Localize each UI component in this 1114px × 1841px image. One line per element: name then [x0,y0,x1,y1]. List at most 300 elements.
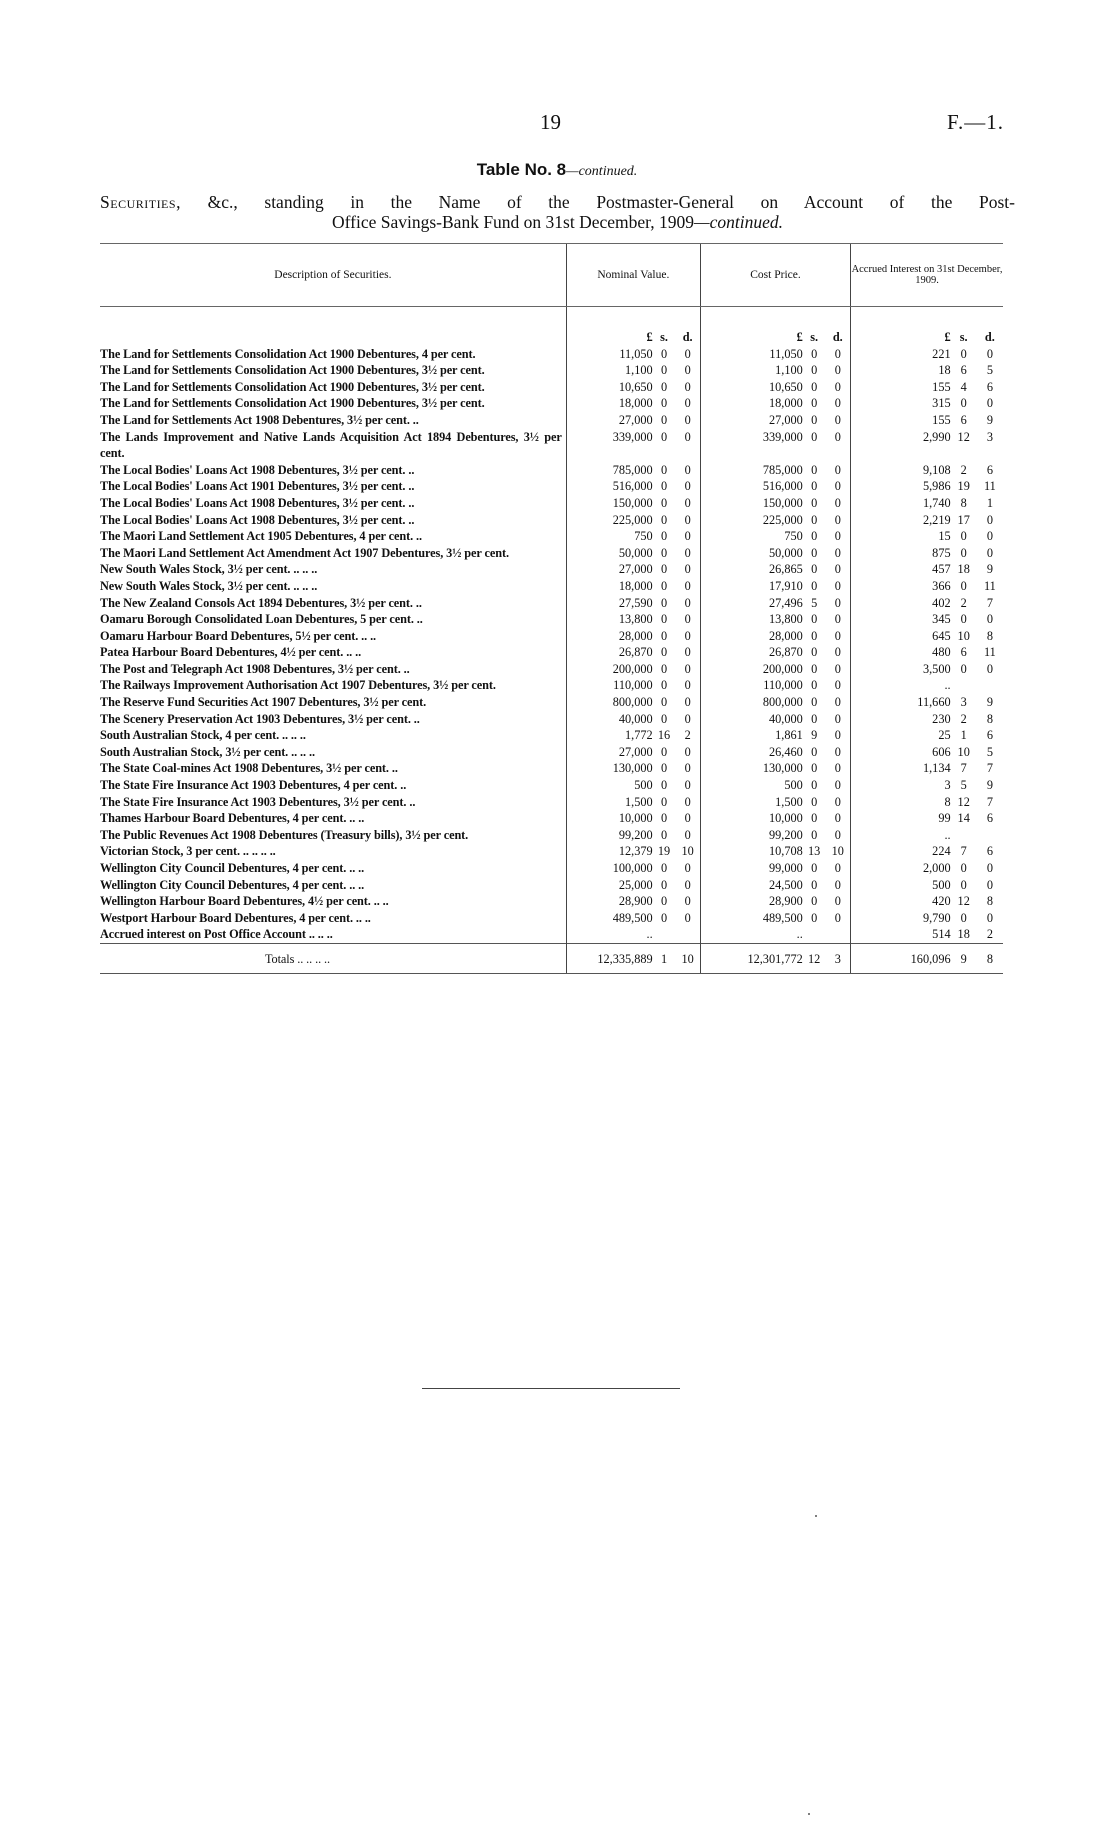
acc-pence: 11 [983,645,996,660]
nom-pounds: 1,772 [566,727,652,744]
cost-shillings: 0 [811,429,818,444]
cost-pence: 0 [834,761,841,776]
acc-pounds: 11,660 [851,694,951,711]
acc-shillings: 0 [960,661,967,676]
security-description: Oamaru Borough Consolidated Loan Debentures, 5 per cent. .. [100,612,423,627]
acc-shillings: 1 [960,728,967,743]
security-description: The Maori Land Settlement Act Amendment Act 1907 Debentures, 3½ per cent. [100,545,509,560]
cost-pounds: 26,870 [700,644,802,661]
caption-line-2-suffix: —continued. [694,212,783,232]
cost-pence: 0 [834,562,841,577]
nom-pence [675,926,700,943]
security-description: Wellington City Council Debentures, 4 per cent. .. .. [100,861,365,875]
acc-shillings: 18 [957,562,970,577]
acc-shillings: 17 [957,512,970,527]
acc-pence: 11 [983,479,996,494]
cost-shillings: 0 [811,379,818,394]
acc-pence: 9 [986,562,993,577]
acc-shillings: 2 [960,595,967,610]
cost-pounds: 110,000 [700,677,802,694]
cost-shillings: 0 [811,628,818,643]
cost-pence: 0 [834,612,841,627]
nom-shillings: 0 [660,545,668,560]
acc-pounds: 5,986 [851,478,951,495]
acc-pounds: 9,790 [851,910,951,927]
nom-pounds: 13,800 [566,611,652,628]
security-description: South Australian Stock, 4 per cent. .. .. .. [100,728,306,743]
nom-pence: 0 [684,661,691,676]
acc-shillings: 0 [960,396,967,411]
cost-shillings: 0 [811,744,818,759]
nom-pence: 0 [684,861,691,875]
acc-shillings: 6 [960,363,967,378]
cost-shillings: 0 [811,346,818,361]
acc-pounds: 2,219 [851,512,951,529]
security-description: The Local Bodies' Loans Act 1908 Debentures, 3½ per cent. .. [100,512,415,527]
nom-pence: 0 [684,778,691,793]
acc-shillings: 0 [960,910,967,925]
acc-pounds: 25 [851,727,951,744]
cost-pence: 0 [834,479,841,494]
table-row [100,794,1003,811]
acc-pence: 0 [986,661,993,676]
nom-pence: 0 [684,761,691,776]
acc-pounds: 1,134 [851,760,951,777]
acc-shillings: 0 [960,578,967,593]
table-title [0,160,1114,180]
acc-shillings: 18 [957,927,970,942]
cost-pence: 0 [834,379,841,394]
cost-pounds: 26,865 [700,561,802,578]
acc-shillings [951,677,977,694]
nom-pounds: 1,500 [566,794,652,811]
cost-pounds: 10,650 [700,379,802,396]
acc-shillings: 5 [960,778,967,793]
security-description: Wellington City Council Debentures, 4 per cent. .. .. [100,877,365,892]
units-row: £ s. d. £ s. d. £ s. d. [100,307,1003,346]
nom-pence: 0 [684,695,691,710]
cost-shillings: 0 [811,894,818,909]
security-description: The Railways Improvement Authorisation Act 1907 Debentures, 3½ per cent. [100,678,496,693]
acc-pence: 0 [986,346,993,361]
cost-shillings: 0 [811,778,818,793]
nom-pounds: 28,900 [566,893,652,910]
cost-pence: 0 [834,661,841,676]
cost-pounds: 150,000 [700,495,802,512]
cost-pounds: 27,496 [700,595,802,612]
cost-shillings: 0 [811,711,818,726]
nom-shillings: 0 [660,811,668,826]
nom-shillings: 0 [660,894,668,909]
nom-pence: 0 [684,910,691,925]
acc-pence: 6 [986,379,993,394]
table-row [100,694,1003,711]
nom-shillings: 0 [660,645,668,660]
acc-shillings [951,827,977,844]
table-row [100,611,1003,628]
caption-line-1-rest: &c., standing in the Name of the Postmaster-General on Account of the Post- [207,192,1015,212]
cost-shillings: 0 [811,661,818,676]
cost-pounds: 99,200 [700,827,802,844]
table-row [100,578,1003,595]
nom-pounds: 18,000 [566,578,652,595]
nom-shillings: 0 [660,462,668,477]
acc-pence: 9 [986,778,993,793]
nom-pounds: 200,000 [566,661,652,678]
nom-pounds: 10,000 [566,810,652,827]
nom-pounds: 11,050 [566,346,652,363]
nom-pence: 0 [684,711,691,726]
nom-shillings: 0 [660,778,668,793]
acc-pence: 0 [986,877,993,892]
securities-table [100,243,1003,974]
nom-shillings: 0 [660,379,668,394]
nom-shillings [653,926,676,943]
acc-pence: 11 [983,578,996,593]
cost-pence: 0 [834,645,841,660]
cost-pounds: 516,000 [700,478,802,495]
cost-shillings [803,926,826,943]
security-description: The Land for Settlements Consolidation Act 1900 Debentures, 4 per cent. [100,346,476,361]
col-accrued: Accrued Interest on 31st December, 1909. [851,244,1003,307]
table-row [100,727,1003,744]
acc-pence: 6 [986,728,993,743]
nom-pence: 0 [684,578,691,593]
nom-pounds: 12,379 [566,843,652,860]
cost-pounds: 12,301,772 [700,943,802,973]
nom-pence: 0 [684,512,691,527]
table-title-suffix: —continued. [566,164,638,179]
security-description: Oamaru Harbour Board Debentures, 5½ per cent. .. .. [100,628,377,643]
totals-row [100,943,1003,973]
security-description: The Land for Settlements Consolidation Act 1900 Debentures, 3½ per cent. [100,363,485,378]
security-description: Victorian Stock, 3 per cent. .. .. .. .. [100,844,276,859]
security-description: Totals .. .. .. .. [100,943,566,973]
cost-pence: 0 [834,512,841,527]
acc-shillings: 12 [957,429,970,444]
acc-pounds: .. [851,827,951,844]
table-row [100,926,1003,943]
cost-pence: 0 [834,910,841,925]
acc-shillings: 12 [957,794,970,809]
cost-shillings: 0 [811,861,818,875]
nom-pounds: 130,000 [566,760,652,777]
acc-pence: 0 [986,529,993,544]
nom-shillings: 0 [660,429,668,444]
security-description: The Maori Land Settlement Act 1905 Debentures, 4 per cent. .. [100,529,423,544]
cost-shillings: 0 [811,529,818,544]
cost-pence: 0 [834,429,841,444]
cost-pounds: 40,000 [700,711,802,728]
table-row [100,760,1003,777]
acc-shillings: 0 [960,346,967,361]
acc-pence: 0 [986,396,993,411]
acc-pence: 9 [986,695,993,710]
security-description: The Lands Improvement and Native Lands Acquisition Act 1894 Debentures, 3½ per cent. [100,429,562,461]
nom-shillings: 0 [660,711,668,726]
cost-pounds: 339,000 [700,429,802,462]
nom-pence: 0 [684,894,691,909]
nom-pence: 0 [684,744,691,759]
nom-pence: 0 [684,545,691,560]
table-row [100,478,1003,495]
nom-pounds: 785,000 [566,462,652,479]
cost-pence: 0 [834,346,841,361]
acc-pounds: 221 [851,346,951,363]
nom-pounds: 150,000 [566,495,652,512]
cost-pounds: 13,800 [700,611,802,628]
security-description: The Post and Telegraph Act 1908 Debentures, 3½ per cent. .. [100,661,410,676]
acc-pence: 5 [986,744,993,759]
security-description: The State Fire Insurance Act 1903 Debentures, 4 per cent. .. [100,778,407,793]
cost-pounds: 800,000 [700,694,802,711]
nom-shillings: 0 [660,412,668,427]
cost-pounds: .. [700,926,802,943]
cost-pence: 0 [834,678,841,693]
acc-pounds: 99 [851,810,951,827]
acc-shillings: 0 [960,529,967,544]
table-row [100,677,1003,694]
security-description: Accrued interest on Post Office Account .. .. .. [100,927,333,942]
acc-pounds: 875 [851,545,951,562]
acc-shillings: 19 [957,479,970,494]
nom-shillings: 0 [660,346,668,361]
acc-shillings: 12 [957,894,970,909]
cost-pounds: 1,500 [700,794,802,811]
nom-pence: 0 [684,562,691,577]
cost-shillings: 0 [811,695,818,710]
nom-pounds: .. [566,926,652,943]
acc-pence: 8 [986,894,993,909]
acc-pounds: 18 [851,362,951,379]
acc-pence: 7 [986,761,993,776]
col-nominal: Nominal Value. [566,244,700,307]
cost-shillings: 0 [811,877,818,892]
acc-shillings: 6 [960,412,967,427]
acc-pence: 0 [986,910,993,925]
nom-pounds: 1,100 [566,362,652,379]
cost-pence: 0 [834,412,841,427]
cost-pence: 0 [834,877,841,892]
nom-pence: 0 [684,827,691,842]
cost-pence: 0 [834,794,841,809]
nom-pence: 0 [684,412,691,427]
acc-pounds: .. [851,677,951,694]
acc-pence: 6 [986,462,993,477]
nom-pence: 0 [684,877,691,892]
acc-pounds: 402 [851,595,951,612]
nom-pounds: 27,590 [566,595,652,612]
cost-pence: 0 [834,462,841,477]
cost-pence: 10 [831,844,844,859]
cost-shillings: 0 [811,462,818,477]
cost-pence: 0 [834,811,841,826]
print-speck [815,1515,817,1517]
acc-pounds: 2,000 [851,860,951,877]
nom-pounds: 50,000 [566,545,652,562]
security-description: The State Fire Insurance Act 1903 Debentures, 3½ per cent. .. [100,794,416,809]
nom-pounds: 225,000 [566,512,652,529]
security-description: The Local Bodies' Loans Act 1908 Debentures, 3½ per cent. .. [100,462,415,477]
cost-pence: 3 [826,943,851,973]
acc-pence [977,677,1003,694]
security-description: The Scenery Preservation Act 1903 Debentures, 3½ per cent. .. [100,711,420,726]
acc-pounds: 8 [851,794,951,811]
table-row [100,512,1003,529]
nom-shillings: 0 [660,661,668,676]
cost-shillings: 0 [811,562,818,577]
acc-pence: 6 [986,844,993,859]
cost-pounds: 785,000 [700,462,802,479]
nom-pence: 0 [684,363,691,378]
security-description: The Reserve Fund Securities Act 1907 Debentures, 3½ per cent. [100,695,427,710]
acc-pounds: 160,096 [851,943,951,973]
acc-shillings: 7 [960,844,967,859]
caption-line-2: Office Savings-Bank Fund on 31st December, 1909—continued. [332,212,783,232]
acc-pence: 7 [986,595,993,610]
table-row [100,561,1003,578]
nom-pounds: 27,000 [566,744,652,761]
nom-shillings: 0 [660,495,668,510]
cost-pence [826,926,851,943]
cost-pence: 0 [834,545,841,560]
acc-shillings: 0 [960,545,967,560]
print-speck [808,1813,810,1815]
nom-pence: 2 [684,728,691,743]
acc-pounds: 420 [851,893,951,910]
table-row [100,462,1003,479]
cost-pounds: 27,000 [700,412,802,429]
caption-smallcaps: Securities, [100,192,181,212]
nom-shillings: 0 [660,877,668,892]
nom-pence: 0 [684,811,691,826]
page-number: 19 [540,110,561,134]
nom-shillings: 0 [660,562,668,577]
cost-pounds: 26,460 [700,744,802,761]
cost-shillings: 0 [811,396,818,411]
nom-pounds: 489,500 [566,910,652,927]
page-header [0,110,1114,140]
nom-pounds: 25,000 [566,877,652,894]
acc-pence: 8 [986,711,993,726]
acc-pounds: 500 [851,877,951,894]
nom-shillings: 0 [660,744,668,759]
table-row [100,711,1003,728]
acc-pounds: 9,108 [851,462,951,479]
security-description: New South Wales Stock, 3½ per cent. .. .. .. [100,578,318,593]
table-caption [100,192,1015,232]
acc-pence: 0 [986,861,993,875]
acc-pounds: 2,990 [851,429,951,462]
acc-pounds: 480 [851,644,951,661]
cost-pounds: 500 [700,777,802,794]
cost-shillings: 0 [811,827,818,842]
security-description: Wellington Harbour Board Debentures, 4½ per cent. .. .. [100,894,389,909]
col-cost: Cost Price. [700,244,850,307]
nom-pence: 0 [684,794,691,809]
nom-pounds: 100,000 [566,860,652,877]
acc-pence: 1 [986,495,993,510]
acc-shillings: 4 [960,379,967,394]
acc-pounds: 1,740 [851,495,951,512]
table-row [100,545,1003,562]
nom-pence: 0 [684,429,691,444]
acc-shillings: 9 [951,943,977,973]
acc-shillings: 0 [960,612,967,627]
cost-shillings: 0 [811,612,818,627]
acc-pounds: 3,500 [851,661,951,678]
acc-pounds: 224 [851,843,951,860]
nom-pence: 0 [684,462,691,477]
nom-shillings: 0 [660,363,668,378]
security-description: The State Coal-mines Act 1908 Debentures, 3½ per cent. .. [100,761,398,776]
security-description: The Land for Settlements Act 1908 Debentures, 3½ per cent. .. [100,412,419,427]
nom-shillings: 0 [660,529,668,544]
nom-shillings: 0 [660,612,668,627]
acc-pence: 8 [977,943,1003,973]
cost-pounds: 17,910 [700,578,802,595]
acc-pounds: 366 [851,578,951,595]
table-row [100,827,1003,844]
cost-shillings: 0 [811,479,818,494]
nom-pence: 0 [684,379,691,394]
nom-pence: 0 [684,495,691,510]
nom-pounds: 40,000 [566,711,652,728]
acc-shillings: 0 [960,861,967,875]
cost-pounds: 99,000 [700,860,802,877]
table-row [100,395,1003,412]
acc-pence: 5 [986,363,993,378]
nom-shillings: 19 [657,844,671,859]
table-row [100,744,1003,761]
security-description: Westport Harbour Board Debentures, 4 per cent. .. .. [100,910,371,925]
cost-pounds: 750 [700,528,802,545]
acc-pounds: 606 [851,744,951,761]
cost-shillings: 5 [811,595,818,610]
table-row [100,910,1003,927]
nom-shillings: 0 [660,861,668,875]
acc-shillings: 0 [960,877,967,892]
cost-shillings: 0 [811,761,818,776]
nom-shillings: 0 [660,695,668,710]
security-description: New South Wales Stock, 3½ per cent. .. .. .. [100,562,318,577]
cost-pounds: 28,000 [700,628,802,645]
acc-pence: 9 [986,412,993,427]
nom-shillings: 0 [660,827,668,842]
acc-pounds: 345 [851,611,951,628]
table-row [100,362,1003,379]
cost-shillings: 0 [811,512,818,527]
caption-line-1 [100,192,1015,212]
acc-pounds: 514 [851,926,951,943]
security-description: The Public Revenues Act 1908 Debentures (Treasury bills), 3½ per cent. [100,827,469,842]
security-description: The Land for Settlements Consolidation Act 1900 Debentures, 3½ per cent. [100,379,485,394]
table-row [100,661,1003,678]
table-row [100,379,1003,396]
acc-shillings: 2 [960,711,967,726]
nom-shillings: 0 [660,396,668,411]
cost-shillings: 0 [811,678,818,693]
cost-shillings: 0 [811,578,818,593]
cost-pence: 0 [834,578,841,593]
acc-pence: 3 [986,429,993,444]
header-row [100,244,1003,307]
nom-pence: 0 [684,479,691,494]
cost-shillings: 12 [803,943,826,973]
nom-pounds: 27,000 [566,561,652,578]
nom-pounds: 750 [566,528,652,545]
acc-shillings: 2 [960,462,967,477]
